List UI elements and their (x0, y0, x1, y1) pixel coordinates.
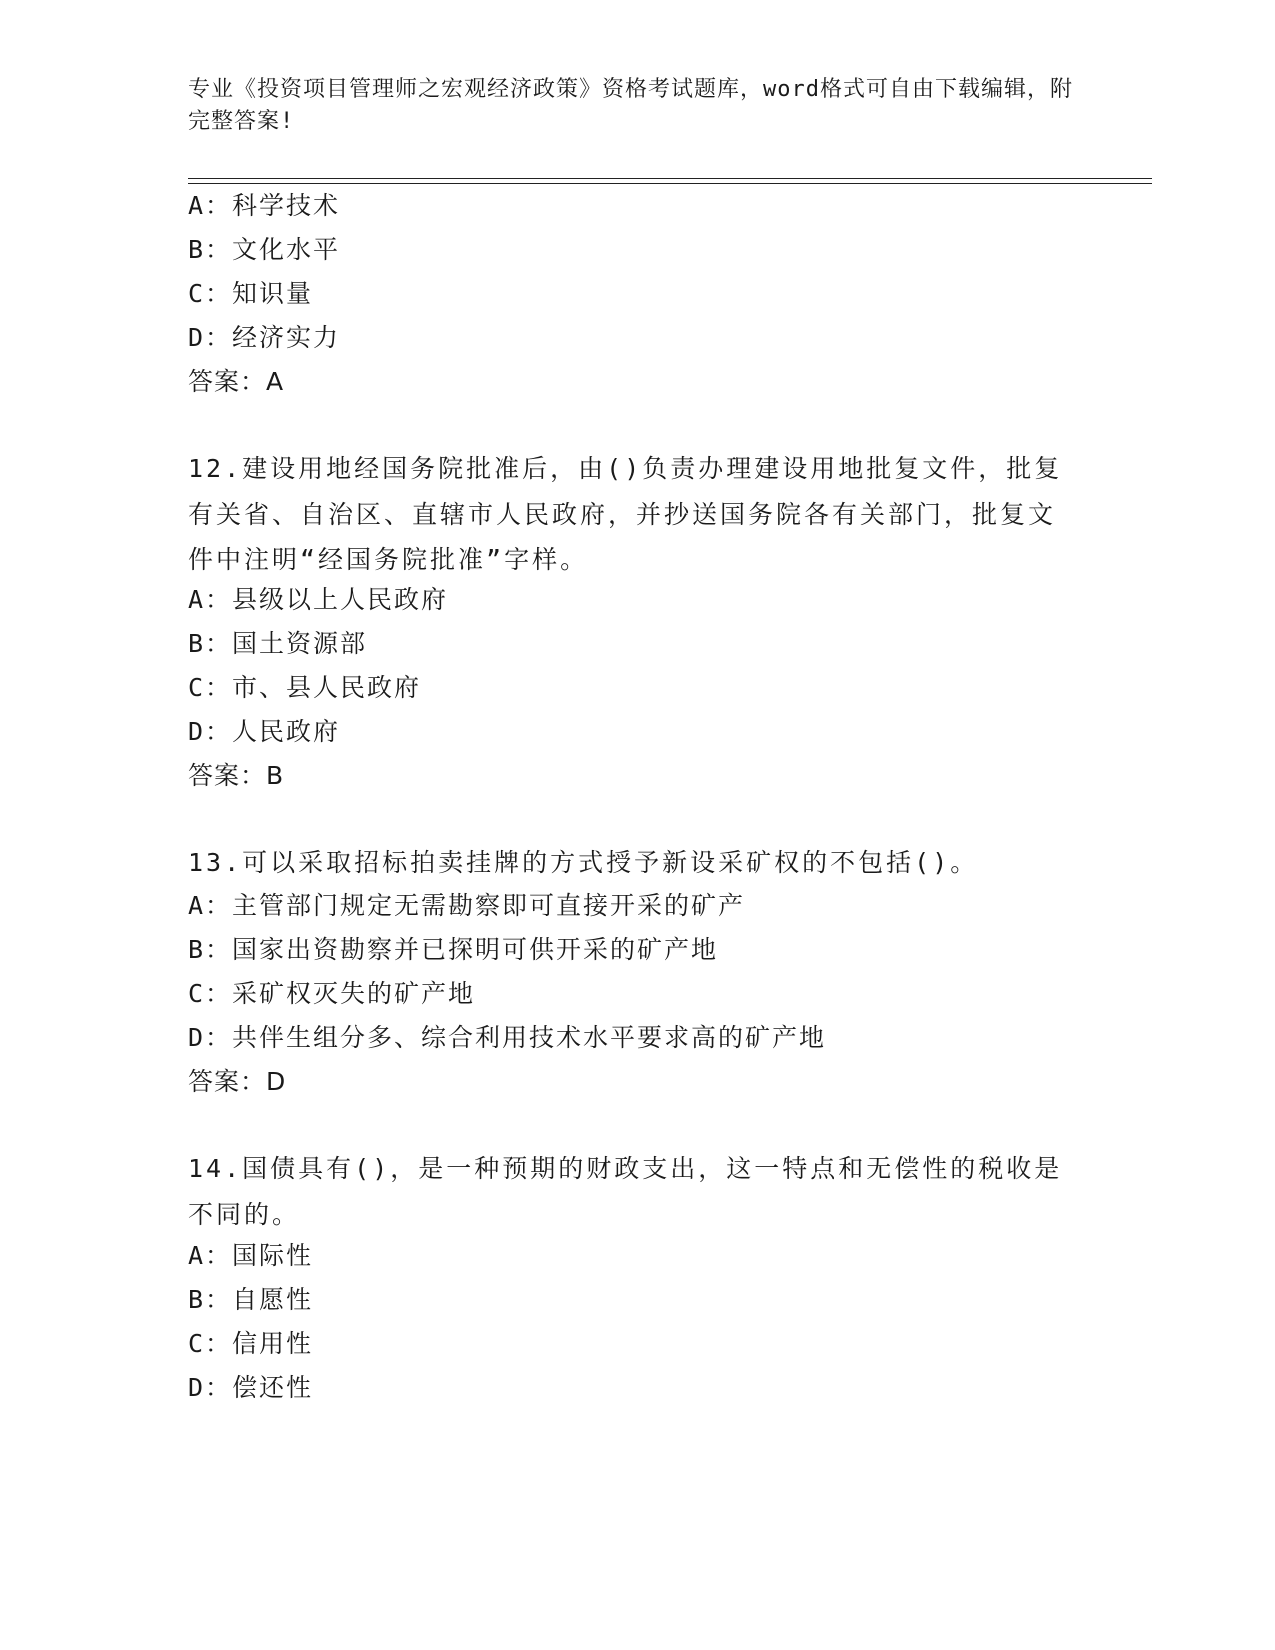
question-stem: 14.国债具有()，是一种预期的财政支出，这一特点和无偿性的税收是不同的。 (188, 1154, 1063, 1229)
answer: 答案：A (188, 367, 285, 396)
question-stem: 13.可以采取招标拍卖挂牌的方式授予新设采矿权的不包括()。 (188, 848, 979, 877)
option-a: A：国际性 (188, 1241, 314, 1270)
header-divider-bottom (188, 183, 1152, 184)
header-divider-top (188, 178, 1152, 179)
option-c: C：市、县人民政府 (188, 673, 422, 702)
option-d: D：共伴生组分多、综合利用技术水平要求高的矿产地 (188, 1023, 827, 1052)
option-b: B：文化水平 (188, 235, 341, 264)
option-a: A：科学技术 (188, 191, 341, 220)
option-a: A：主管部门规定无需勘察即可直接开采的矿产 (188, 891, 746, 920)
option-b: B：自愿性 (188, 1285, 314, 1314)
option-b: B：国家出资勘察并已探明可供开采的矿产地 (188, 935, 719, 964)
answer: 答案：B (188, 761, 285, 790)
answer: 答案：D (188, 1067, 287, 1096)
option-a: A：县级以上人民政府 (188, 585, 449, 614)
option-d: D：人民政府 (188, 717, 341, 746)
option-d: D：经济实力 (188, 323, 341, 352)
page-header: 专业《投资项目管理师之宏观经济政策》资格考试题库，word格式可自由下载编辑，附完整答案! (188, 77, 1073, 134)
option-c: C：信用性 (188, 1329, 314, 1358)
option-c: C：知识量 (188, 279, 314, 308)
option-b: B：国土资源部 (188, 629, 368, 658)
question-stem: 12.建设用地经国务院批准后，由()负责办理建设用地批复文件，批复有关省、自治区、直辖市人民政府，并抄送国务院各有关部门，批复文件中注明“经国务院批准”字样。 (188, 454, 1063, 574)
option-c: C：采矿权灭失的矿产地 (188, 979, 476, 1008)
option-d: D：偿还性 (188, 1373, 314, 1402)
